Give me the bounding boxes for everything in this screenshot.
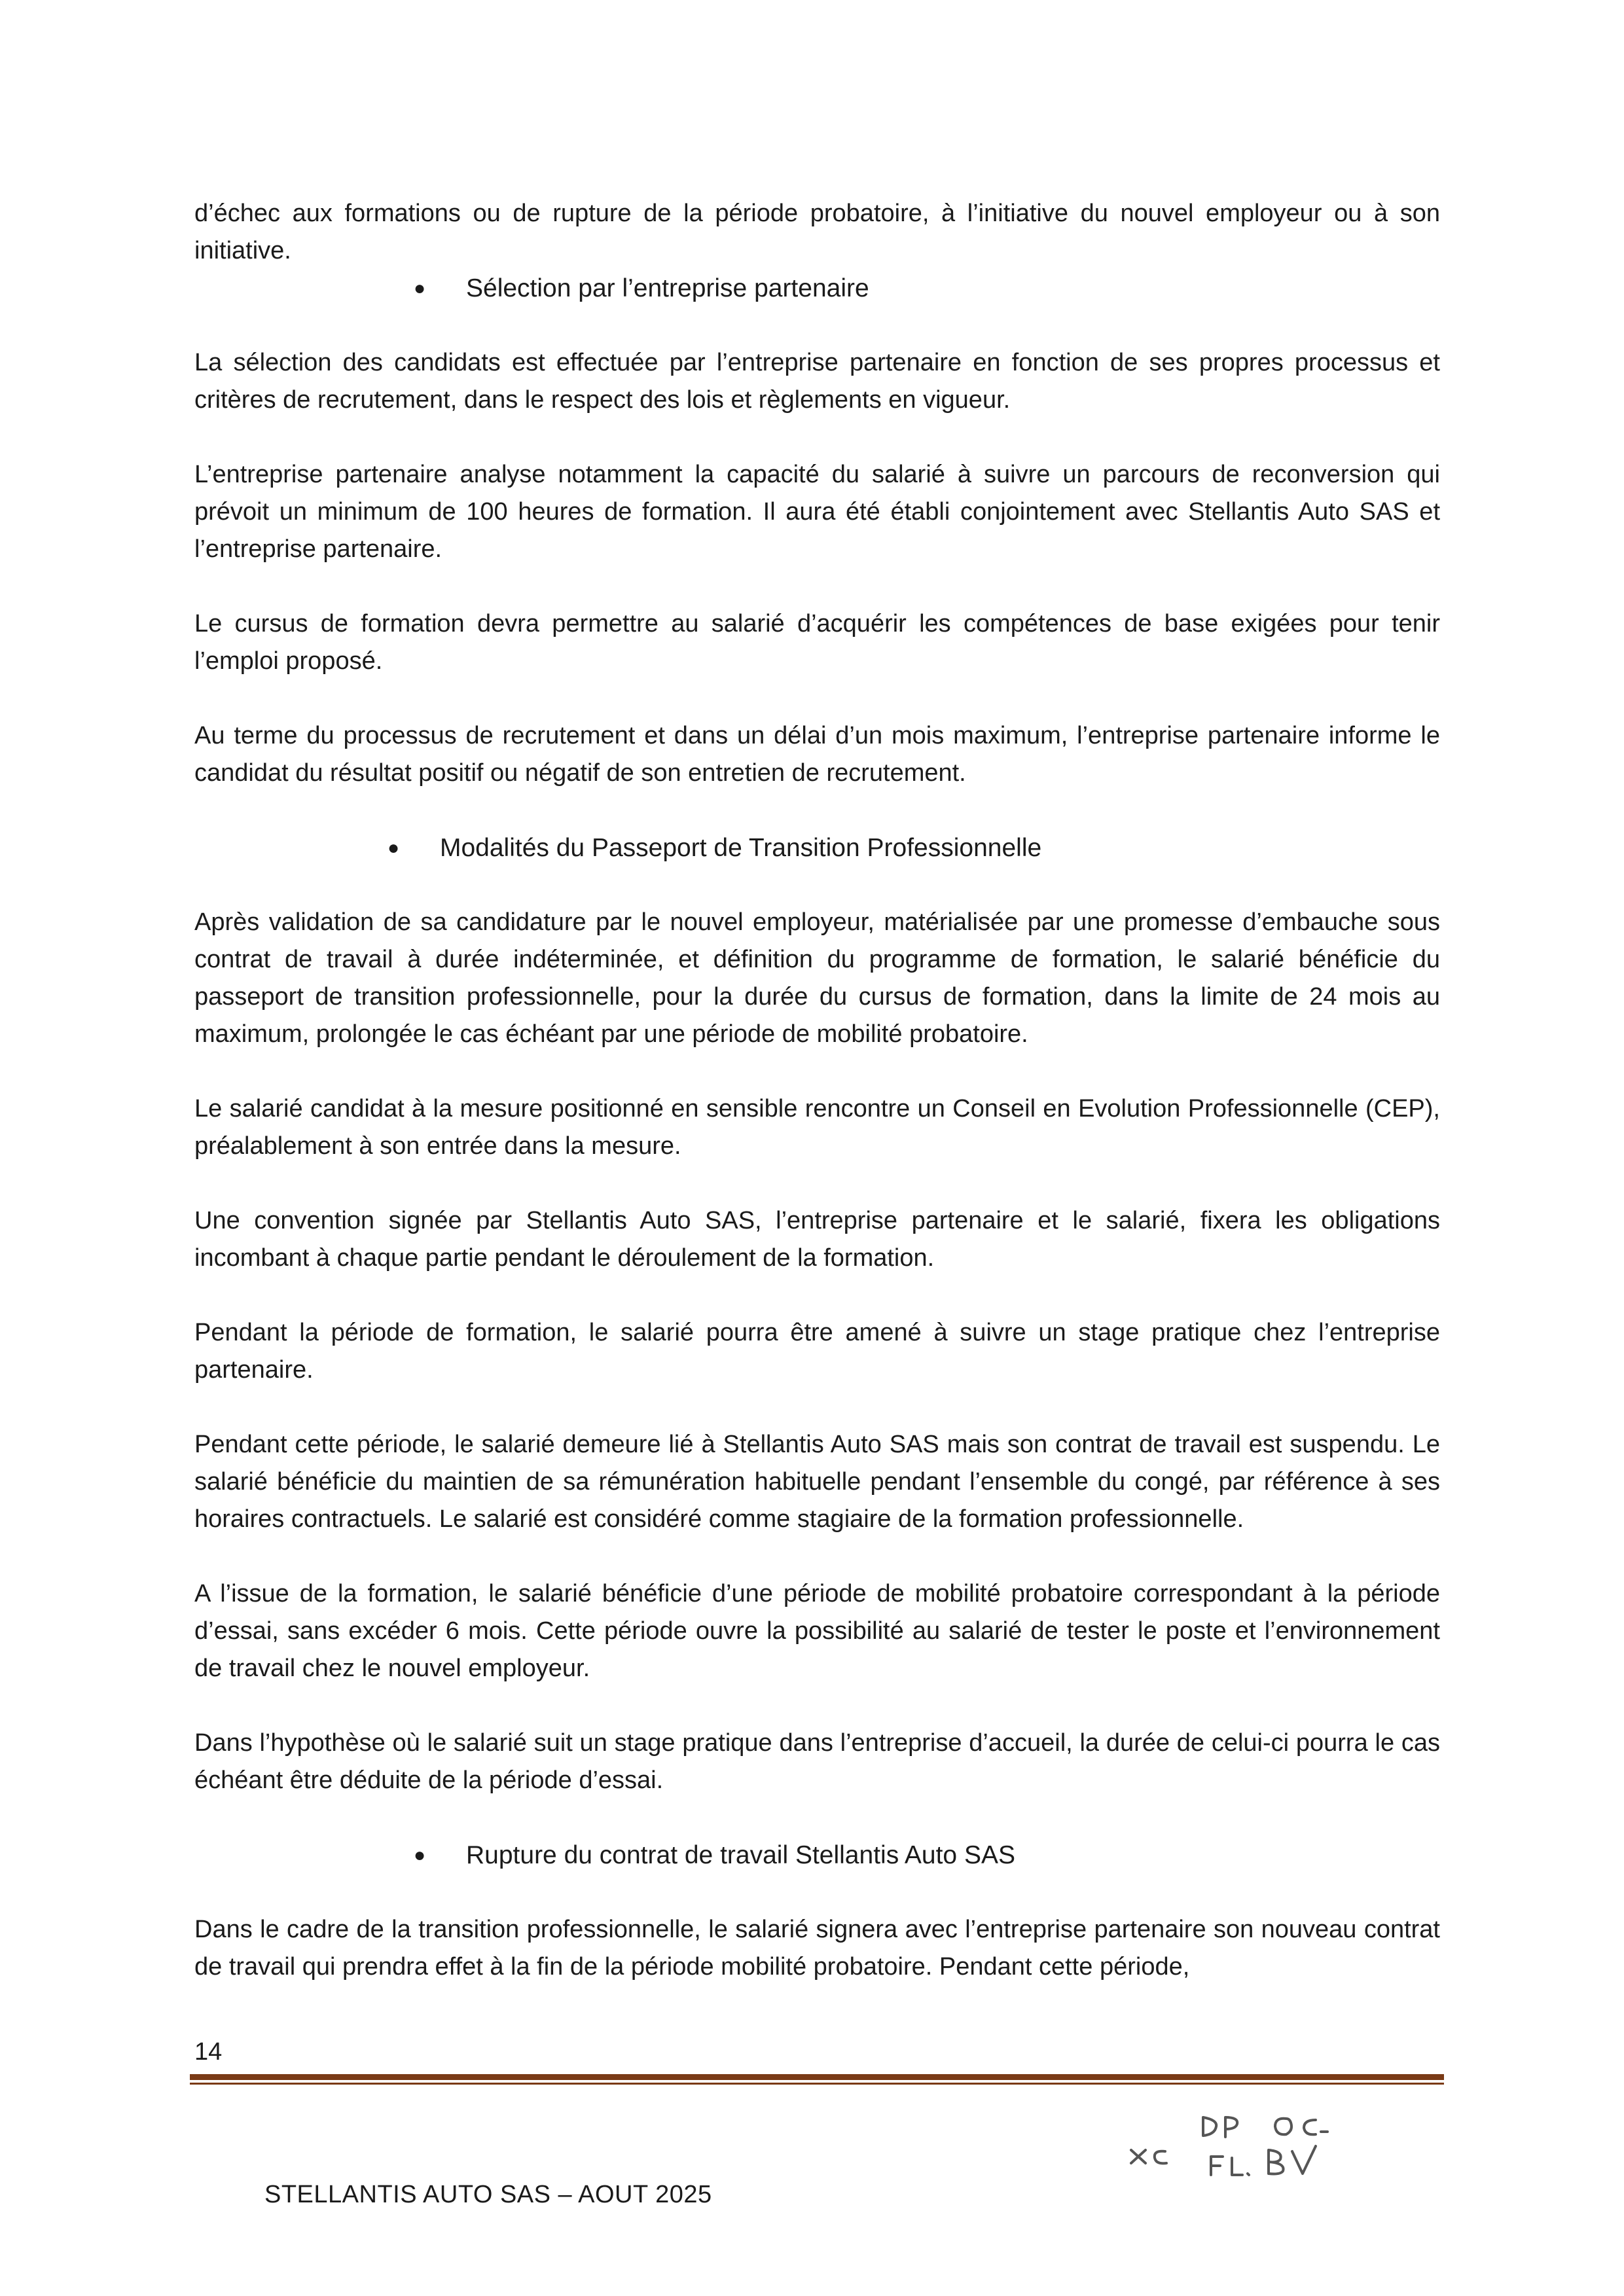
bullet-dot-icon: ● (388, 837, 400, 859)
handwritten-initials (1119, 2098, 1368, 2183)
document-title: STELLANTIS AUTO SAS – AOUT 2025 (264, 2181, 712, 2208)
paragraph: Le salarié candidat à la mesure positionné en sensible rencontre un Conseil en Evolution Professionnelle (CEP), préalablement à son entrée dans la mesure. (194, 1095, 1440, 1160)
bullet-dot-icon: ● (414, 278, 426, 299)
footer-rule-thin (190, 2083, 1444, 2085)
paragraph: Le cursus de formation devra permettre au salarié d’acquérir les compétences de base exigées pour tenir l’emploi proposé. (194, 610, 1440, 675)
section-heading (194, 829, 1440, 867)
paragraph: Au terme du processus de recrutement et dans un délai d’un mois maximum, l’entreprise partenaire informe le candidat du résultat positif ou négatif de son entretien de recrutement. (194, 722, 1440, 787)
paragraph: La sélection des candidats est effectuée par l’entreprise partenaire en fonction de ses propres processus et critères de recrutement, dans le respect des lois et règlements en vigueur. (194, 349, 1440, 414)
section-heading-label: Sélection par l’entreprise partenaire (466, 274, 869, 302)
paragraph: Une convention signée par Stellantis Auto SAS, l’entreprise partenaire et le salarié, fixera les obligations incombant à chaque partie pendant le déroulement de la formation. (194, 1207, 1440, 1272)
paragraph: Après validation de sa candidature par le nouvel employeur, matérialisée par une promesse d’embauche sous contrat de travail à durée indéterminée, et définition du programme de formation, le salarié bénéficie du passeport de transition professionnelle, pour la durée du cursus de formation, dans la limite de 24 mois au maximum, prolongée le cas échéant par une période de mobilité probatoire. (194, 908, 1440, 1048)
section-heading (194, 1837, 1440, 1874)
paragraph: Pendant la période de formation, le salarié pourra être amené à suivre un stage pratique chez l’entreprise partenaire. (194, 1319, 1440, 1384)
bullet-dot-icon: ● (414, 1844, 426, 1866)
paragraph: L’entreprise partenaire analyse notamment la capacité du salarié à suivre un parcours de reconversion qui prévoit un minimum de 100 heures de formation. Il aura été établi conjointement avec Stellantis Auto SAS et l’entreprise partenaire. (194, 461, 1440, 563)
paragraph: Dans le cadre de la transition professionnelle, le salarié signera avec l’entreprise partenaire son nouveau contrat de travail qui prendra effet à la fin de la période mobilité probatoire. Pendant cette période, (194, 1916, 1440, 1981)
section-heading (194, 270, 1440, 307)
footer-rule (190, 2074, 1444, 2080)
paragraph: A l’issue de la formation, le salarié bénéficie d’une période de mobilité probatoire correspondant à la période d’essai, sans excéder 6 mois. Cette période ouvre la possibilité au salarié de tester le poste et l’environnement de travail chez le nouvel employeur. (194, 1580, 1440, 1682)
paragraph: Pendant cette période, le salarié demeure lié à Stellantis Auto SAS mais son contrat de travail est suspendu. Le salarié bénéficie du maintien de sa rémunération habituelle pendant l’ensemble du congé, par référence à ses horaires contractuels. Le salarié est considéré comme stagiaire de la formation professionnelle. (194, 1431, 1440, 1533)
section-heading-label: Rupture du contrat de travail Stellantis Auto SAS (466, 1841, 1015, 1869)
paragraph: d’échec aux formations ou de rupture de la période probatoire, à l’initiative du nouvel employeur ou à son initiative. (194, 200, 1440, 264)
section-heading-label: Modalités du Passeport de Transition Professionnelle (440, 834, 1042, 862)
page-body (194, 195, 1440, 2023)
paragraph: Dans l’hypothèse où le salarié suit un stage pratique dans l’entreprise d’accueil, la durée de celui-ci pourra le cas échéant être déduite de la période d’essai. (194, 1729, 1440, 1794)
page-number: 14 (194, 2038, 223, 2066)
